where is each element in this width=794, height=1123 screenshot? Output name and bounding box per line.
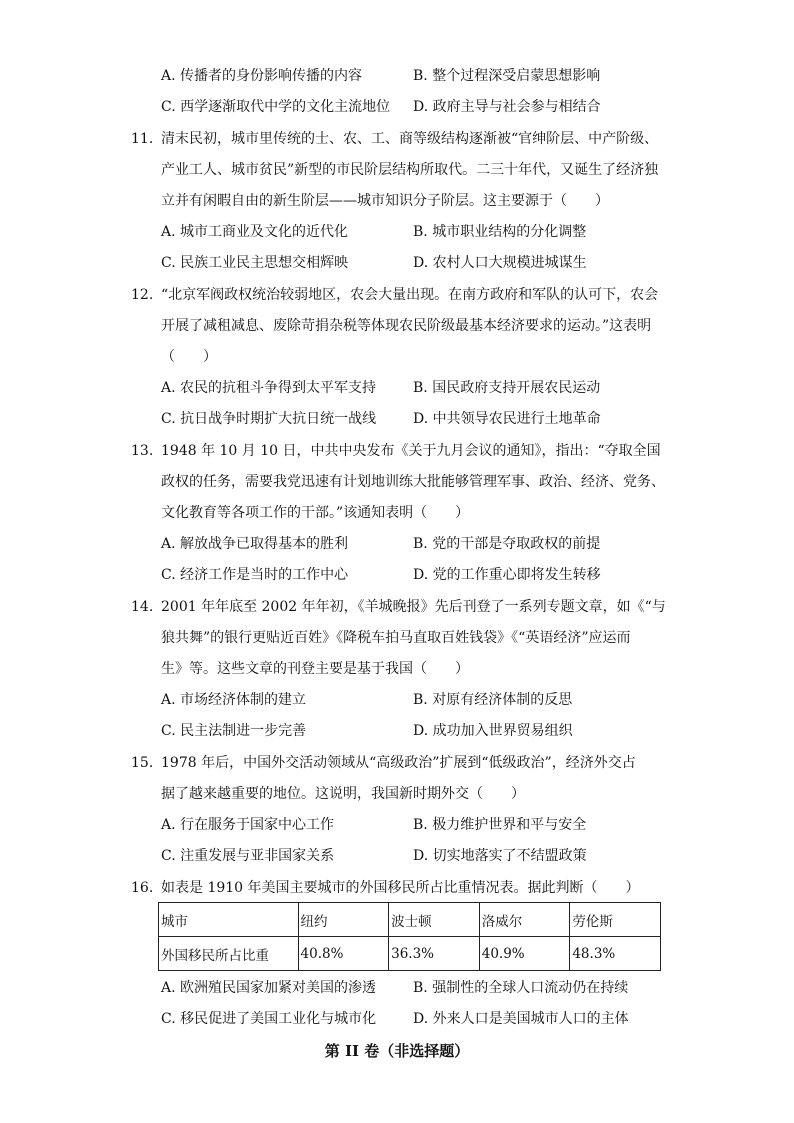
immigrant-share-table (158, 902, 661, 971)
q16-option-c: C. 移民促进了美国工业化与城市化 (161, 1011, 377, 1027)
q16-option-d: D. 外来人口是美国城市人口的主体 (413, 1011, 629, 1027)
q14-option-d: D. 成功加入世界贸易组织 (413, 723, 573, 739)
q14-stem-line: 2001 年年底至 2002 年年初，《羊城晚报》先后刊登了一系列专题文章，如《“与 (161, 599, 666, 615)
q16-stem-line: 如表是 1910 年美国主要城市的外国移民所占比重情况表。据此判断（ ） (161, 880, 640, 896)
q13-stem-line: 文化教育等各项工作的干部。”该通知表明（ ） (161, 505, 470, 521)
q16-number: 16. (131, 880, 154, 896)
q12-number: 12. (131, 287, 154, 303)
q13-option-b: B. 党的干部是夺取政权的前提 (413, 536, 601, 552)
q11-option-c: C. 民族工业民主思想交相辉映 (161, 255, 349, 271)
table-header-cell: 洛威尔 (479, 903, 570, 937)
q12-option-c: C. 抗日战争时期扩大抗日统一战线 (161, 411, 377, 427)
table-header-cell: 劳伦斯 (570, 903, 661, 937)
table-header-cell: 纽约 (298, 903, 389, 937)
section-title: 第 II 卷（非选择题） (324, 1042, 470, 1060)
q15-option-b: B. 极力维护世界和平与安全 (413, 817, 587, 833)
q12-stem-line: 开展了减租减息、废除苛捐杂税等体现农民阶级最基本经济要求的运动。”这表明 (161, 318, 652, 334)
q13-number: 13. (131, 443, 154, 459)
q14-stem-line: 狼共舞”的银行更贴近百姓》《降税车拍马直取百姓钱袋》《“英语经济”应运而 (161, 630, 631, 646)
q10-option-c: C. 西学逐渐取代中学的文化主流地位 (161, 99, 391, 115)
q11-number: 11. (131, 131, 154, 147)
q10-option-a: A. 传播者的身份影响传播的内容 (161, 68, 363, 84)
q14-option-b: B. 对原有经济体制的反思 (413, 692, 573, 708)
table-cell: 40.9% (479, 937, 570, 971)
table-cell: 40.8% (298, 937, 389, 971)
q12-stem-line: “北京军阀政权统治较弱地区，农会大量出现。在南方政府和军队的认可下，农会 (161, 287, 659, 303)
q10-option-d: D. 政府主导与社会参与相结合 (413, 99, 601, 115)
q12-option-d: D. 中共领导农民进行土地革命 (413, 411, 601, 427)
q13-stem-line: 政权的任务，需要我党迅速有计划地训练大批能够管理军事、政治、经济、党务、 (161, 474, 665, 490)
q10-option-b: B. 整个过程深受启蒙思想影响 (413, 68, 601, 84)
table-cell: 外国移民所占比重 (159, 937, 299, 971)
q15-stem-line: 据了越来越重要的地位。这说明，我国新时期外交（ ） (161, 786, 525, 802)
table-header-cell: 城市 (159, 903, 299, 937)
q12-option-b: B. 国民政府支持开展农民运动 (413, 380, 601, 396)
table-header-row (159, 903, 661, 937)
q11-stem-line: 立并有闲暇自由的新生阶层——城市知识分子阶层。这主要源于（ ） (161, 193, 609, 209)
table-cell: 36.3% (389, 937, 480, 971)
q16-option-a: A. 欧洲殖民国家加紧对美国的渗透 (161, 980, 377, 996)
table-row (159, 937, 661, 971)
q12-stem-line: （ ） (161, 349, 217, 365)
q15-number: 15. (131, 755, 154, 771)
q14-option-a: A. 市场经济体制的建立 (161, 692, 307, 708)
q15-option-d: D. 切实地落实了不结盟政策 (413, 848, 587, 864)
table-header-cell: 波士顿 (389, 903, 480, 937)
q15-option-a: A. 行在服务于国家中心工作 (161, 817, 335, 833)
q15-stem-line: 1978 年后，中国外交活动领域从“高级政治”扩展到“低级政治”，经济外交占 (161, 755, 636, 771)
q16-option-b: B. 强制性的全球人口流动仍在持续 (413, 980, 629, 996)
q11-option-d: D. 农村人口大规模进城谋生 (413, 255, 587, 271)
q11-stem-line: 清末民初，城市里传统的士、农、工、商等级结构逐渐被“官绅阶层、中产阶级、 (161, 131, 659, 147)
q13-stem-line: 1948 年 10 月 10 日，中共中央发布《关于九月会议的通知》，指出：“夺取全国 (161, 443, 661, 459)
q13-option-a: A. 解放战争已取得基本的胜利 (161, 536, 349, 552)
q11-stem-line: 产业工人、城市贫民”新型的市民阶层结构所取代。二三十年代，又诞生了经济独 (161, 162, 659, 178)
q14-stem-line: 生》等。这些文章的刊登主要是基于我国（ ） (161, 661, 469, 677)
q11-option-a: A. 城市工商业及文化的近代化 (161, 224, 349, 240)
q12-option-a: A. 农民的抗租斗争得到太平军支持 (161, 380, 377, 396)
q11-option-b: B. 城市职业结构的分化调整 (413, 224, 587, 240)
table-cell: 48.3% (570, 937, 661, 971)
q15-option-c: C. 注重发展与亚非国家关系 (161, 848, 335, 864)
q14-number: 14. (131, 599, 154, 615)
q13-option-c: C. 经济工作是当时的工作中心 (161, 567, 349, 583)
q13-option-d: D. 党的工作重心即将发生转移 (413, 567, 601, 583)
q14-option-c: C. 民主法制进一步完善 (161, 723, 307, 739)
